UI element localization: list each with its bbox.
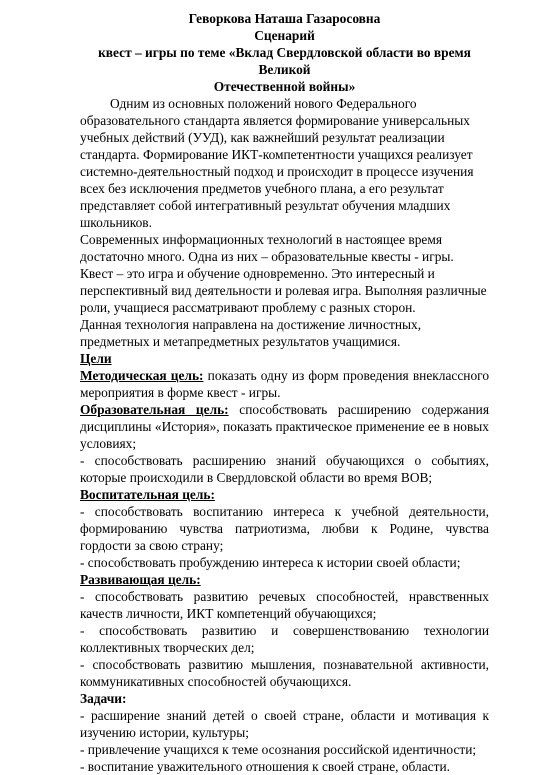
- educational-goal: [80, 401, 489, 452]
- educational-goal-item-1: - способствовать расширению знаний обучающихся о событиях, которые происходили в Свердловской области во время ВОВ;: [80, 453, 489, 485]
- document-title-line-1: квест – игры по теме «Вклад Свердловской области во время Великой: [98, 45, 471, 77]
- intro-paragraph-4: Данная технология направлена на достижение личностных, предметных и метапредметных результатов учащимися.: [80, 317, 422, 349]
- intro-paragraph-2: Современных информационных технологий в настоящее время достаточно много. Одна из них – образовательные квесты - игры.: [80, 232, 454, 264]
- upbringing-goal-label: Воспитательная цель:: [80, 487, 215, 502]
- upbringing-goal-item-2: - способствовать пробуждению интереса к истории своей области;: [80, 555, 461, 570]
- author-name: Геворкова Наташа Газаросовна: [188, 11, 381, 26]
- developing-goal-item-3: - способствовать развитию мышления, познавательной активности, коммуникативных способностей обучающихся.: [80, 657, 489, 689]
- document-title-line-2: Отечественной войны»: [213, 79, 356, 94]
- methodical-goal-text: показать одну из форм проведения внеклассного мероприятия в форме квест - игры.: [80, 368, 490, 400]
- task-item-3: - воспитание уважительного отношения к своей стране, области.: [80, 759, 450, 774]
- task-item-1: - расширение знаний детей о своей стране, области и мотивация к изучению истории, культуры;: [80, 708, 489, 740]
- goals-heading: Цели: [80, 351, 112, 366]
- developing-goal-item-1: - способствовать развитию речевых способностей, нравственных качеств личности, ИКТ компетенций обучающихся;: [80, 589, 489, 621]
- developing-goal-item-2: - способствовать развитию и совершенствованию технологии коллективных творческих дел;: [80, 623, 489, 655]
- intro-paragraph-3: Квест – это игра и обучение одновременно. Это интересный и перспективный вид деятельности и ролевая игра. Выполняя различные роли, учащиеся рассматривают проблему с разных сторон.: [80, 266, 487, 315]
- intro-paragraph-1: Одним из основных положений нового Федерального образовательного стандарта является формирование универсальных учебных действий (УУД), как важнейший результат реализации стандарта. Формирование ИКТ-компетентности учащихся реализует системно-деятельностный подход и происходит в процессе изучения всех без исключения предметов учебного плана, а его результат представляет собой интегративный результат обучения младших школьников.: [80, 96, 474, 230]
- methodical-goal: [80, 367, 489, 401]
- educational-goal-label: Образовательная цель:: [80, 402, 229, 417]
- methodical-goal-label: Методическая цель:: [80, 368, 204, 383]
- task-item-2: - привлечение учащихся к теме осознания российской идентичности;: [80, 742, 477, 757]
- educational-goal-text: способствовать расширению содержания дисциплины «История», показать практическое применение ее в новых условиях;: [80, 402, 489, 451]
- document-type: Сценарий: [254, 28, 315, 43]
- developing-goal-label: Развивающая цель:: [80, 572, 201, 587]
- upbringing-goal-item-1: - способствовать воспитанию интереса к учебной деятельности, формированию чувства патриотизма, любви к Родине, чувства гордости за свою страну;: [80, 504, 489, 553]
- tasks-heading: Задачи:: [80, 691, 127, 706]
